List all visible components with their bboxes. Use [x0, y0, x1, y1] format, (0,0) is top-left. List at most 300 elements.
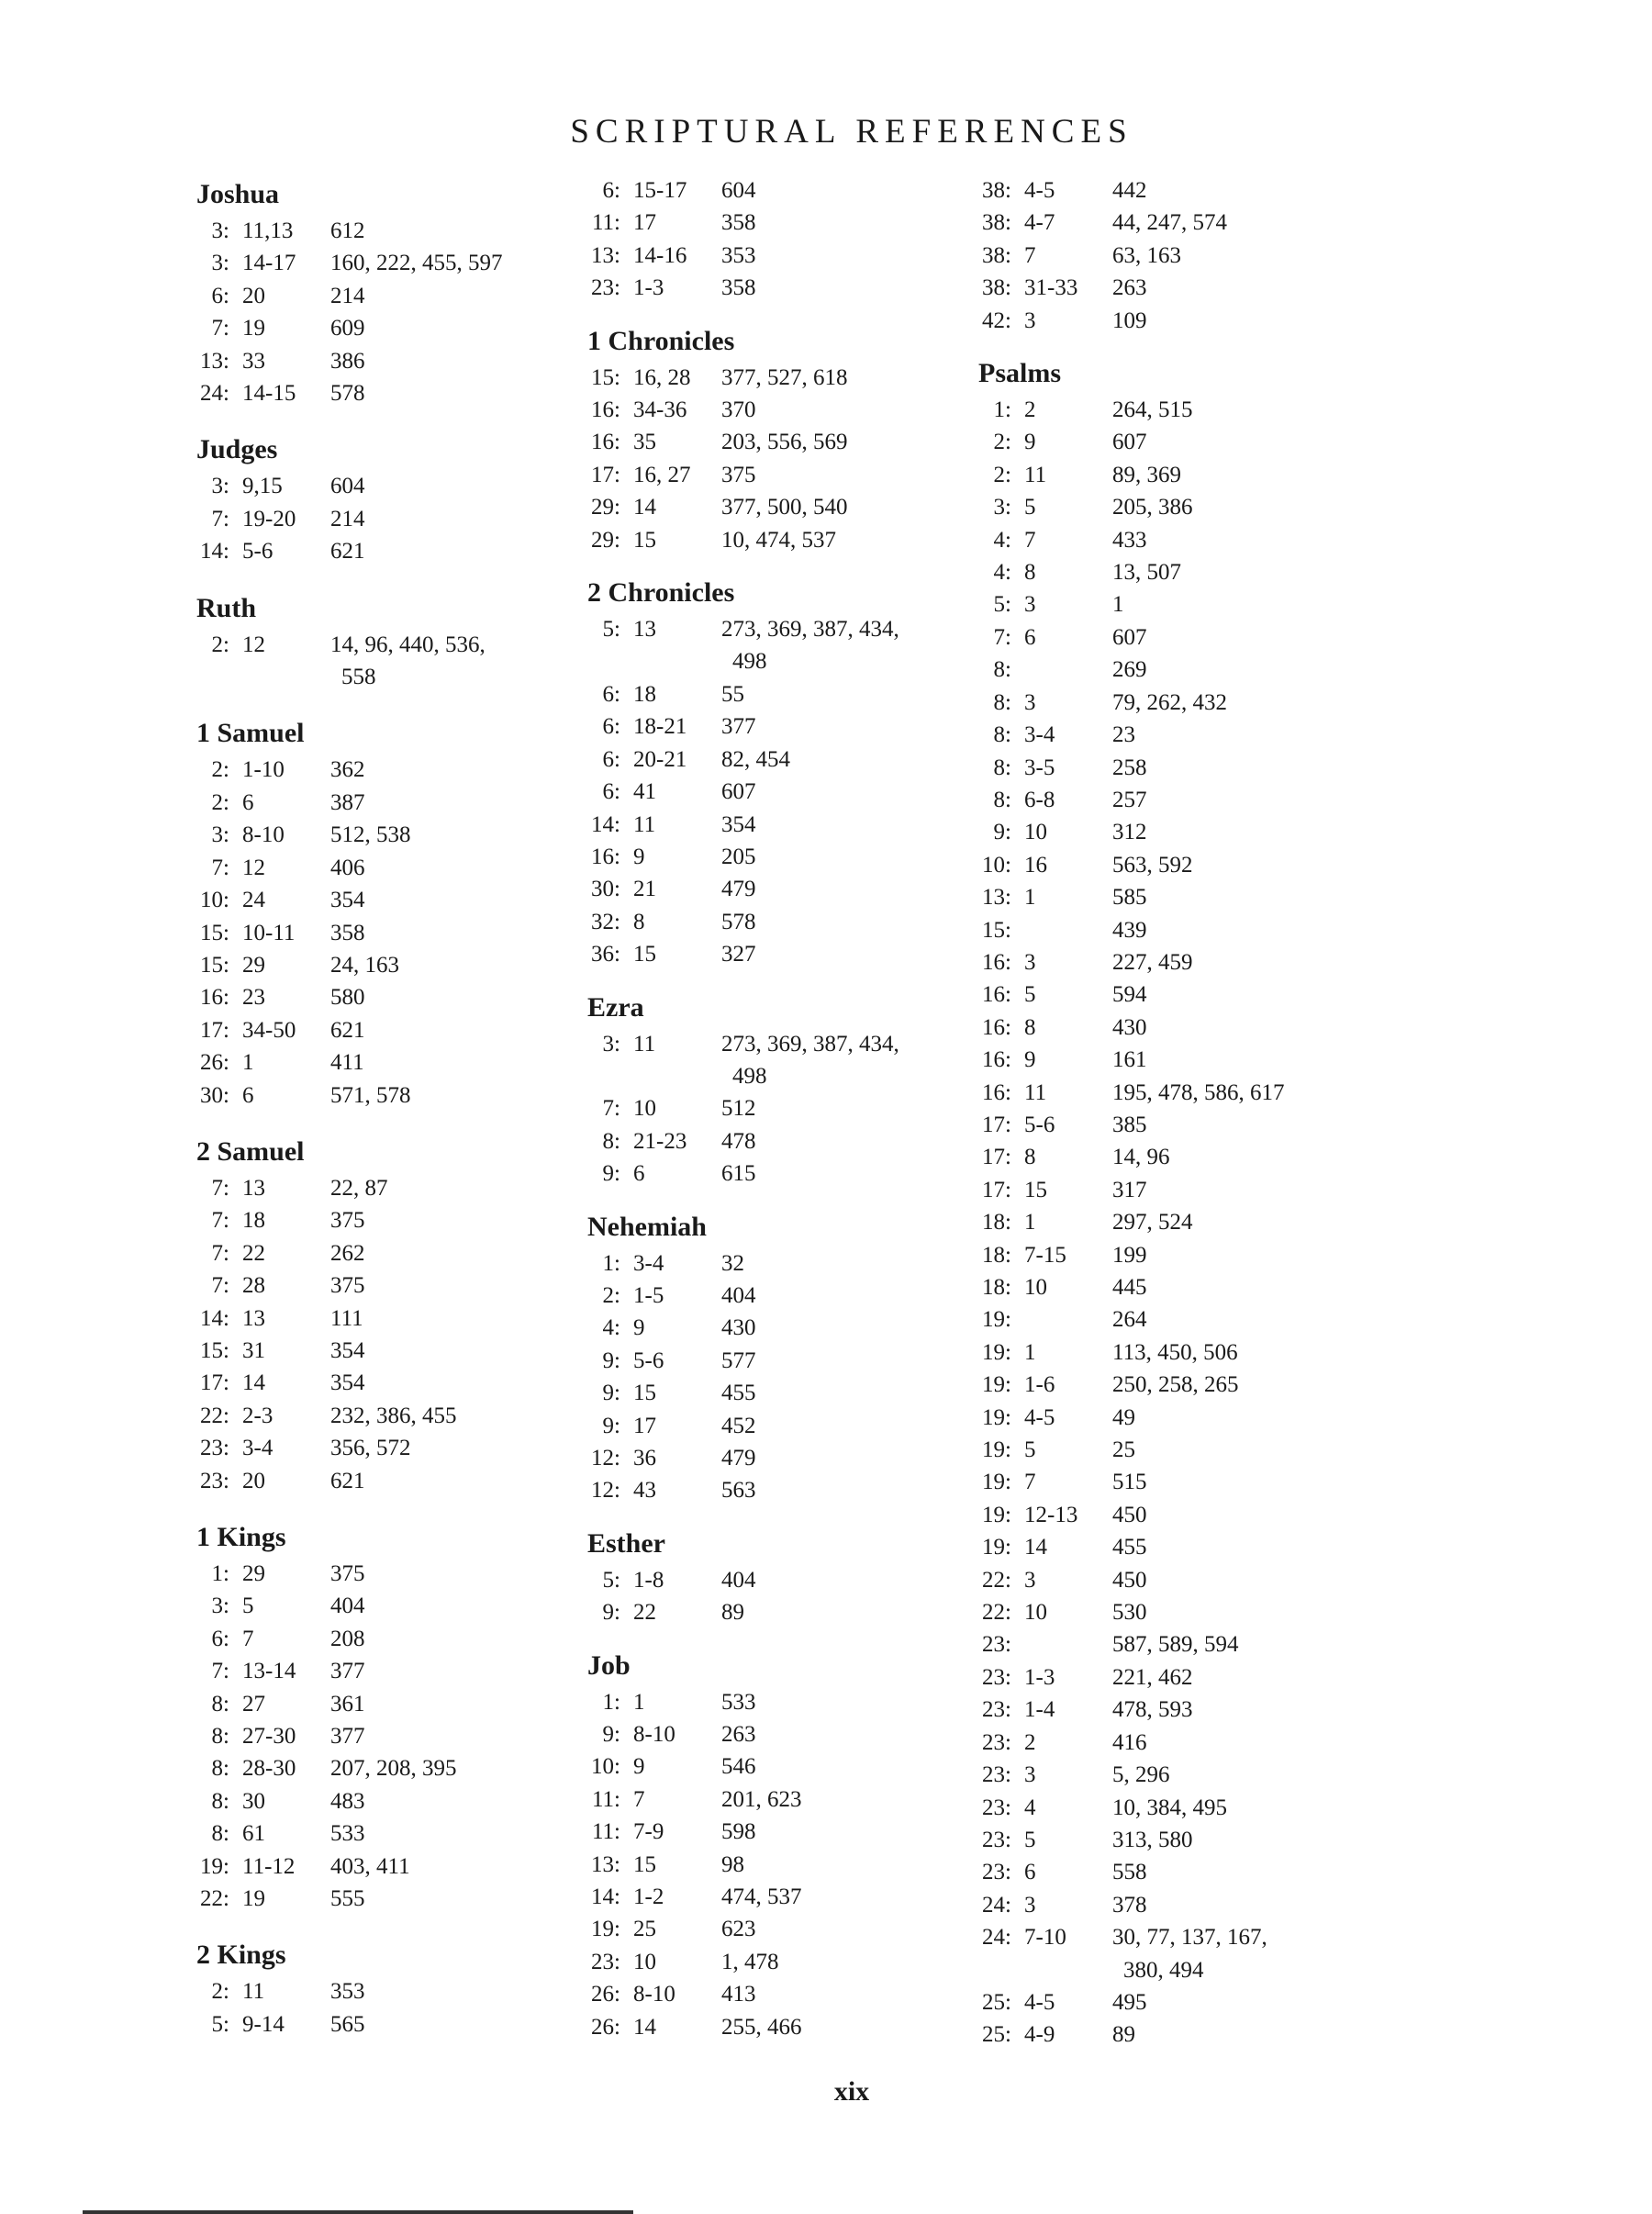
reference-row: [587, 1596, 969, 1628]
page-refs: [721, 362, 969, 394]
reference-row: [978, 588, 1360, 621]
verse: 1-3: [633, 275, 664, 301]
chapter: 7:: [211, 1208, 229, 1234]
chapter: 6:: [602, 178, 620, 203]
page-refs-line: 214: [330, 506, 365, 531]
chapter: 24:: [982, 1925, 1011, 1951]
page-refs: [330, 1785, 578, 1817]
chapter: 5:: [602, 617, 620, 643]
page-refs: [721, 1125, 969, 1157]
page-refs-line: 14, 96, 440, 536,: [330, 632, 486, 657]
page-refs: [330, 470, 578, 502]
reference-row: [978, 1012, 1360, 1044]
reference-row: [978, 524, 1360, 556]
book-section: [587, 1207, 969, 1507]
verse: 3-5: [1024, 755, 1055, 780]
chapter: 6:: [211, 283, 229, 308]
reference-row: [978, 1727, 1360, 1759]
chapter: 2:: [602, 1282, 620, 1308]
chapter: 19:: [982, 1502, 1011, 1527]
verse: [1024, 1303, 1112, 1336]
page-refs-line: 354: [330, 1370, 365, 1396]
page-refs-line: 455: [721, 1381, 756, 1406]
chapter: 3:: [211, 1593, 229, 1619]
page-refs-line: 263: [721, 1722, 756, 1748]
page-refs-line: 89, 369: [1112, 462, 1181, 487]
page-refs: [1112, 1792, 1360, 1824]
page-refs-line: 385: [1112, 1112, 1147, 1137]
verse: 15: [633, 1851, 656, 1877]
reference-row: [196, 345, 578, 377]
verse: 15: [633, 942, 656, 967]
verse: 19-20: [242, 506, 296, 531]
verse: 27: [242, 1691, 265, 1716]
page-refs: [1112, 978, 1360, 1011]
verse: 3: [1024, 1567, 1036, 1593]
reference-row: [196, 949, 578, 981]
verse: 1-6: [1024, 1372, 1055, 1398]
chapter: 14:: [200, 539, 229, 565]
reference-row: [978, 1109, 1360, 1141]
chapter: 30:: [591, 877, 620, 902]
page-refs-line: 413: [721, 1982, 756, 2007]
reference-row: [587, 710, 969, 743]
page-refs-line: 297, 524: [1112, 1210, 1193, 1236]
reference-row: [587, 873, 969, 905]
chapter: 6:: [602, 681, 620, 707]
page-refs-line: 264: [1112, 1307, 1147, 1333]
page-refs: [1112, 1303, 1360, 1336]
page-refs: [330, 629, 578, 694]
page-refs-line: 111: [330, 1305, 363, 1331]
reference-row: [196, 1752, 578, 1784]
reference-row: [587, 1377, 969, 1409]
chapter: 7:: [211, 1240, 229, 1266]
page-refs: [330, 280, 578, 312]
reference-row: [196, 629, 578, 694]
reference-row: [978, 1499, 1360, 1531]
page-refs: [1112, 1206, 1360, 1238]
page-refs-line: 44, 247, 574: [1112, 210, 1227, 236]
reference-row: [587, 1849, 969, 1881]
chapter: 25:: [982, 2022, 1011, 2048]
entry-list: [587, 1564, 969, 1629]
page-refs-line: 354: [330, 888, 365, 913]
page-refs: [1112, 914, 1360, 946]
page-refs-line: 580: [330, 985, 365, 1011]
page-refs-line: 411: [330, 1050, 364, 1076]
page-refs: [721, 1849, 969, 1881]
chapter: 38:: [982, 275, 1011, 301]
entry-list: [196, 470, 578, 567]
book-heading: 1 Kings: [196, 1522, 286, 1552]
footer-rule: [83, 2210, 633, 2214]
verse: 3: [1024, 592, 1036, 618]
page-refs: [1112, 784, 1360, 816]
reference-row: [978, 240, 1360, 272]
chapter: 16:: [982, 1014, 1011, 1040]
page-refs: [721, 710, 969, 743]
verse: 27-30: [242, 1724, 296, 1750]
page-refs: [721, 1881, 969, 1913]
book-section: [196, 1132, 578, 1497]
reference-row: [978, 207, 1360, 239]
entry-list: [587, 174, 969, 305]
chapter: 29:: [591, 495, 620, 520]
page-refs-line: 362: [330, 757, 365, 783]
chapter: 16:: [591, 844, 620, 869]
page-refs-line: 358: [330, 920, 365, 945]
chapter: 8:: [993, 722, 1011, 748]
chapter: 9:: [602, 1347, 620, 1373]
verse: 24: [242, 888, 265, 913]
chapter: 17:: [200, 1370, 229, 1396]
reference-row: [196, 215, 578, 247]
reference-row: [978, 1856, 1360, 1888]
verse: 7: [1024, 242, 1036, 268]
reference-row: [978, 1661, 1360, 1694]
verse: 6: [633, 1161, 645, 1187]
verse: 1-3: [1024, 1664, 1055, 1690]
page-refs-line: 621: [330, 1017, 365, 1043]
verse: 9-14: [242, 2011, 285, 2037]
chapter: 23:: [200, 1436, 229, 1461]
page-refs-line: 313, 580: [1112, 1827, 1193, 1852]
page-refs-line: 558: [341, 665, 376, 690]
reference-row: [587, 776, 969, 808]
reference-row: [978, 1531, 1360, 1563]
chapter: 22:: [982, 1567, 1011, 1593]
reference-row: [196, 1688, 578, 1720]
chapter: 7:: [211, 855, 229, 880]
reference-row: [978, 849, 1360, 881]
page-refs-line: 273, 369, 387, 434,: [721, 617, 899, 643]
chapter: 36:: [591, 942, 620, 967]
page-refs-line: 442: [1112, 178, 1147, 203]
page-refs: [1112, 654, 1360, 686]
verse: 16, 27: [633, 462, 691, 487]
chapter: 8:: [211, 1756, 229, 1782]
verse: 1: [1024, 1339, 1036, 1365]
chapter: 2:: [211, 789, 229, 815]
page-refs: [721, 809, 969, 841]
chapter: 9:: [602, 1161, 620, 1187]
book-section: [196, 1935, 578, 2041]
chapter: 12:: [591, 1478, 620, 1504]
chapter: 7:: [211, 1659, 229, 1684]
page-refs-line: 109: [1112, 308, 1147, 333]
book-heading: Psalms: [978, 358, 1061, 389]
reference-row: [587, 1092, 969, 1124]
verse: 6: [242, 789, 254, 815]
book-section: [587, 174, 969, 305]
page-refs-line: 479: [721, 877, 756, 902]
chapter: 2:: [993, 462, 1011, 487]
page-refs: [1112, 240, 1360, 272]
verse: 25: [633, 1917, 656, 1942]
page-refs: [1112, 1499, 1360, 1531]
reference-row: [978, 881, 1360, 913]
page-refs: [330, 1432, 578, 1464]
book-section: [587, 321, 969, 556]
verse: 28-30: [242, 1756, 296, 1782]
page-refs-line: 227, 459: [1112, 949, 1193, 975]
reference-row: [196, 1851, 578, 1883]
entry-list: [196, 1558, 578, 1915]
reference-row: [978, 654, 1360, 686]
reference-row: [196, 1655, 578, 1687]
page-refs-line: 208: [330, 1626, 365, 1651]
chapter: 2:: [211, 632, 229, 657]
reference-row: [196, 1623, 578, 1655]
page-refs: [721, 1345, 969, 1377]
reference-row: [587, 1784, 969, 1816]
page-refs-line: 63, 163: [1112, 242, 1181, 268]
chapter: 23:: [982, 1860, 1011, 1885]
page-refs-line: 604: [330, 474, 365, 499]
verse: 20: [242, 1468, 265, 1493]
page-refs: [330, 1851, 578, 1883]
chapter: 19:: [591, 1917, 620, 1942]
verse: 14: [242, 1370, 265, 1396]
reference-row: [196, 1014, 578, 1046]
reference-row: [587, 1750, 969, 1783]
page-refs-line: 353: [721, 242, 756, 268]
verse: 7: [1024, 527, 1036, 553]
reference-row: [587, 1247, 969, 1280]
entry-list: [196, 1975, 578, 2041]
page-refs-line: 585: [1112, 885, 1147, 911]
page-refs-line: 358: [721, 275, 756, 301]
chapter: 23:: [982, 1664, 1011, 1690]
book-section: [587, 988, 969, 1191]
index-column-2: [587, 174, 969, 2043]
reference-row: [978, 1303, 1360, 1336]
book-heading: 2 Chronicles: [587, 577, 735, 609]
reference-row: [196, 1558, 578, 1590]
chapter: 3:: [602, 1031, 620, 1057]
reference-row: [196, 1204, 578, 1236]
page-refs-line: 370: [721, 397, 756, 423]
page-refs: [330, 787, 578, 819]
verse: 23: [242, 985, 265, 1011]
chapter: 16:: [200, 985, 229, 1011]
reference-row: [978, 621, 1360, 654]
page-refs-line: 483: [330, 1788, 365, 1814]
verse: 5: [1024, 982, 1036, 1008]
page-refs: [1112, 272, 1360, 304]
page-refs: [721, 873, 969, 905]
verse: 19: [242, 1886, 265, 1912]
page-refs-line: 546: [721, 1754, 756, 1780]
page-refs-line: 354: [330, 1337, 365, 1363]
page-refs-line: 612: [330, 218, 365, 243]
page-refs-line: 404: [721, 1567, 756, 1593]
page-refs: [1112, 1466, 1360, 1498]
page-refs-line: 377, 500, 540: [721, 495, 848, 520]
page-refs: [721, 938, 969, 970]
page-refs-line: 607: [1112, 430, 1147, 455]
page-refs-line: 571, 578: [330, 1082, 411, 1108]
chapter: 17:: [982, 1145, 1011, 1170]
page-refs-line: 604: [721, 178, 756, 203]
reference-row: [978, 556, 1360, 588]
verse: 19: [242, 316, 265, 341]
verse: 35: [633, 430, 656, 455]
verse: 12: [242, 632, 265, 657]
page-refs-line: 358: [721, 210, 756, 236]
page-refs-line: 587, 589, 594: [1112, 1632, 1239, 1658]
entry-list: [196, 754, 578, 1111]
chapter: 38:: [982, 242, 1011, 268]
verse: 10: [1024, 1600, 1047, 1626]
page-refs: [721, 1913, 969, 1945]
page-refs: [330, 1883, 578, 1915]
chapter: 5:: [602, 1567, 620, 1593]
reference-row: [978, 2018, 1360, 2051]
book-section: [196, 174, 578, 409]
page-refs-line: 317: [1112, 1177, 1147, 1202]
page-refs: [1112, 719, 1360, 751]
reference-row: [587, 1881, 969, 1913]
entry-list: [978, 394, 1360, 2052]
verse: 61: [242, 1821, 265, 1847]
page-refs-line: 445: [1112, 1275, 1147, 1300]
verse: 4-5: [1024, 1404, 1055, 1430]
page-refs: [1112, 1661, 1360, 1694]
chapter: 2:: [993, 430, 1011, 455]
page-refs: [1112, 1759, 1360, 1791]
page-refs-line: 195, 478, 586, 617: [1112, 1079, 1285, 1105]
book-section: [587, 1524, 969, 1629]
reference-row: [978, 816, 1360, 848]
reference-row: [196, 1367, 578, 1399]
verse: 9: [633, 1754, 645, 1780]
reference-row: [587, 240, 969, 272]
reference-row: [978, 1044, 1360, 1076]
chapter: 19:: [200, 1853, 229, 1879]
page-refs-line: 13, 507: [1112, 560, 1181, 586]
page-refs-line: 201, 623: [721, 1786, 802, 1812]
page-refs-line: 607: [721, 779, 756, 805]
book-section: [196, 713, 578, 1111]
page-refs: [721, 1377, 969, 1409]
reference-row: [587, 1686, 969, 1718]
page-refs: [1112, 946, 1360, 978]
chapter: 6:: [602, 779, 620, 805]
reference-row: [978, 491, 1360, 523]
chapter: 10:: [982, 852, 1011, 878]
page-refs-line: 377, 527, 618: [721, 364, 848, 390]
page-refs-line: 578: [330, 381, 365, 407]
reference-row: [196, 1303, 578, 1335]
page-refs: [721, 1784, 969, 1816]
chapter: 32:: [591, 909, 620, 934]
reference-row: [587, 809, 969, 841]
reference-row: [587, 938, 969, 970]
chapter: 8:: [993, 787, 1011, 812]
page-title: SCRIPTURAL REFERENCES: [570, 113, 1133, 151]
chapter: 10:: [591, 1754, 620, 1780]
verse: 1-5: [633, 1282, 664, 1308]
page-refs: [330, 1367, 578, 1399]
page-refs: [1112, 816, 1360, 848]
verse: 16, 28: [633, 364, 691, 390]
page-refs-line: 375: [721, 462, 756, 487]
verse: 5-6: [1024, 1112, 1055, 1137]
verse: 18: [242, 1208, 265, 1234]
page-refs: [1112, 1921, 1360, 1986]
page-refs-line: 10, 474, 537: [721, 527, 836, 553]
verse: 14-17: [242, 251, 296, 276]
reference-row: [587, 1280, 969, 1312]
reference-row: [196, 1237, 578, 1269]
verse: 14: [633, 2014, 656, 2040]
entry-list: [196, 1172, 578, 1497]
reference-row: [587, 1474, 969, 1506]
reference-row: [196, 1817, 578, 1850]
page-refs-line: 380, 494: [1123, 1957, 1204, 1983]
book-section: [587, 573, 969, 970]
verse: 1-4: [1024, 1697, 1055, 1723]
entry-list: [978, 174, 1360, 337]
page-refs: [1112, 1402, 1360, 1434]
verse: 28: [242, 1273, 265, 1299]
chapter: 14:: [200, 1305, 229, 1331]
page-refs: [330, 1303, 578, 1335]
verse: 15: [1024, 1177, 1047, 1202]
chapter: 24:: [982, 1892, 1011, 1918]
reference-row: [587, 524, 969, 556]
page-refs: [1112, 459, 1360, 491]
book-heading: 2 Kings: [196, 1940, 286, 1971]
page-refs: [330, 819, 578, 851]
book-section: [196, 588, 578, 694]
chapter: 26:: [591, 1982, 620, 2007]
chapter: 23:: [591, 275, 620, 301]
verse: 36: [633, 1446, 656, 1470]
page-refs-line: 1: [1112, 592, 1124, 618]
page-refs-line: 498: [732, 649, 767, 675]
page-refs-line: 214: [330, 283, 365, 308]
page-refs-line: 356, 572: [330, 1436, 411, 1461]
chapter: 26:: [591, 2014, 620, 2040]
page-refs-line: 24, 163: [330, 952, 399, 978]
page-refs: [1112, 394, 1360, 426]
verse: 8: [1024, 1014, 1036, 1040]
chapter: 17:: [200, 1017, 229, 1043]
chapter: 19:: [982, 1307, 1011, 1333]
reference-row: [978, 1434, 1360, 1466]
page-refs: [330, 345, 578, 377]
page-refs-line: 22, 87: [330, 1175, 388, 1201]
chapter: 7:: [211, 1273, 229, 1299]
page-refs: [1112, 1889, 1360, 1921]
page-refs-line: 607: [1112, 624, 1147, 650]
page-refs-line: 49: [1112, 1404, 1135, 1430]
chapter: 19:: [982, 1339, 1011, 1365]
page-refs-line: 498: [732, 1063, 767, 1089]
page-refs-line: 609: [330, 316, 365, 341]
page-refs: [330, 1014, 578, 1046]
reference-row: [587, 1564, 969, 1596]
page-refs-line: 598: [721, 1819, 756, 1845]
page-refs-line: 478: [721, 1128, 756, 1154]
page-refs: [1112, 1077, 1360, 1109]
page-refs-line: 205, 386: [1112, 495, 1193, 520]
chapter: 8:: [211, 1691, 229, 1716]
verse: 29: [242, 1561, 265, 1586]
